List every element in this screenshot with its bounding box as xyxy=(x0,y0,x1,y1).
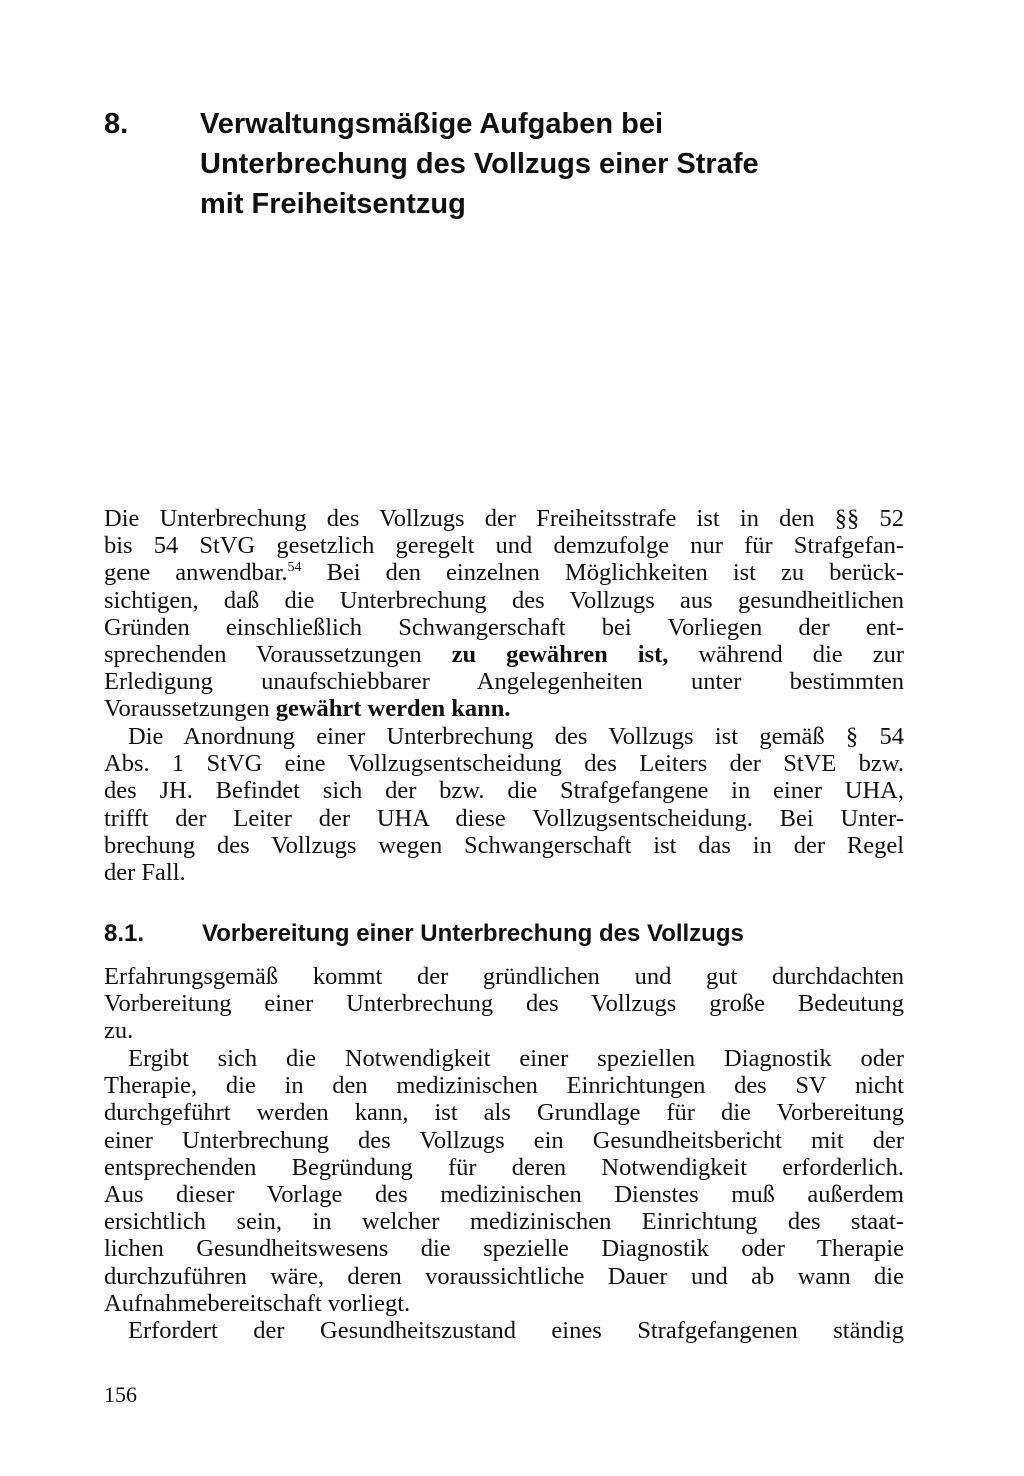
text-line: durchgeführt werden kann, ist als Grundlage für die Vorbereitung xyxy=(104,1099,904,1127)
text-line: Die Unterbrechung des Vollzugs der Freiheitsstrafe ist in den §§ 52 xyxy=(104,505,904,532)
text-line: ersichtlich sein, in welcher medizinischen Einrichtung des staat- xyxy=(104,1208,904,1236)
text-line: Die Anordnung einer Unterbrechung des Vollzugs ist gemäß § 54 xyxy=(128,723,904,750)
text-line: Aufnahmebereitschaft vorliegt. xyxy=(104,1289,411,1317)
text-line: zu. xyxy=(104,1017,134,1045)
text-line: einer Unterbrechung des Vollzugs ein Gesundheitsbericht mit der xyxy=(104,1126,904,1154)
text-line: Abs. 1 StVG eine Vollzugsentscheidung des Leiters der StVE bzw. xyxy=(104,750,904,778)
text-line: sichtigen, daß die Unterbrechung des Vollzugs aus gesundheitlichen xyxy=(104,586,904,614)
section-paragraph-2 xyxy=(104,1045,904,1317)
chapter-title-line: mit Freiheitsentzug xyxy=(200,188,466,220)
intro-paragraph-1 xyxy=(104,505,904,723)
footnote-marker: 54 xyxy=(287,560,302,576)
chapter-title xyxy=(200,104,900,224)
text-run: sprechenden Voraussetzungen xyxy=(104,641,452,669)
text-run: Bei den einzelnen Möglichkeiten ist zu berück- xyxy=(301,559,904,587)
text-line: Therapie, die in den medizinischen Einrichtungen des SV nicht xyxy=(104,1072,904,1100)
text-line: Vorbereitung einer Unterbrechung des Vollzugs große Bedeutung xyxy=(104,990,904,1018)
section-paragraph-1 xyxy=(104,963,904,1045)
text-line xyxy=(104,695,904,722)
text-line: des JH. Befindet sich der bzw. die Strafgefangene in einer UHA, xyxy=(104,777,904,805)
text-line: lichen Gesundheitswesens die spezielle Diagnostik oder Therapie xyxy=(104,1235,904,1263)
text-line xyxy=(104,641,904,668)
intro-paragraph-2 xyxy=(104,723,904,886)
text-line: Erfahrungsgemäß kommt der gründlichen und gut durchdachten xyxy=(104,963,904,990)
text-line: bis 54 StVG gesetzlich geregelt und demzufolge nur für Strafgefan- xyxy=(104,532,904,560)
emphasis: zu gewähren ist, xyxy=(451,641,669,669)
emphasis: gewährt werden kann. xyxy=(275,695,511,723)
section-number: 8.1. xyxy=(104,920,145,947)
text-line: trifft der Leiter der UHA diese Vollzugsentscheidung. Bei Unter- xyxy=(104,804,904,832)
text-line: der Fall. xyxy=(104,859,186,887)
chapter-title-line: Verwaltungsmäßige Aufgaben bei xyxy=(200,108,664,140)
text-line: Ergibt sich die Notwendigkeit einer speziellen Diagnostik oder xyxy=(128,1045,904,1072)
text-run: Voraussetzungen xyxy=(104,695,276,723)
text-run: während die zur xyxy=(668,641,904,669)
text-line: Gründen einschließlich Schwangerschaft bei Vorliegen der ent- xyxy=(104,613,904,641)
chapter-number: 8. xyxy=(104,108,129,140)
text-line: brechung des Vollzugs wegen Schwangerschaft ist das in der Regel xyxy=(104,831,904,859)
text-line: durchzuführen wäre, deren voraussichtliche Dauer und ab wann die xyxy=(104,1262,904,1290)
text-line: entsprechenden Begründung für deren Notwendigkeit erforderlich. xyxy=(104,1153,904,1181)
text-line: Erfordert der Gesundheitszustand eines Strafgefangenen ständig xyxy=(128,1317,904,1344)
text-line: Aus dieser Vorlage des medizinischen Dienstes muß außerdem xyxy=(104,1181,904,1209)
chapter-title-line: Unterbrechung des Vollzugs einer Strafe xyxy=(200,148,759,180)
text-line: Erledigung unaufschiebbarer Angelegenheiten unter bestimmten xyxy=(104,668,904,696)
section-title: Vorbereitung einer Unterbrechung des Vollzugs xyxy=(202,920,744,947)
section-paragraph-3 xyxy=(104,1317,904,1344)
page-number: 156 xyxy=(104,1382,137,1407)
text-line xyxy=(104,559,904,586)
text-run: gene anwendbar. xyxy=(104,559,288,587)
